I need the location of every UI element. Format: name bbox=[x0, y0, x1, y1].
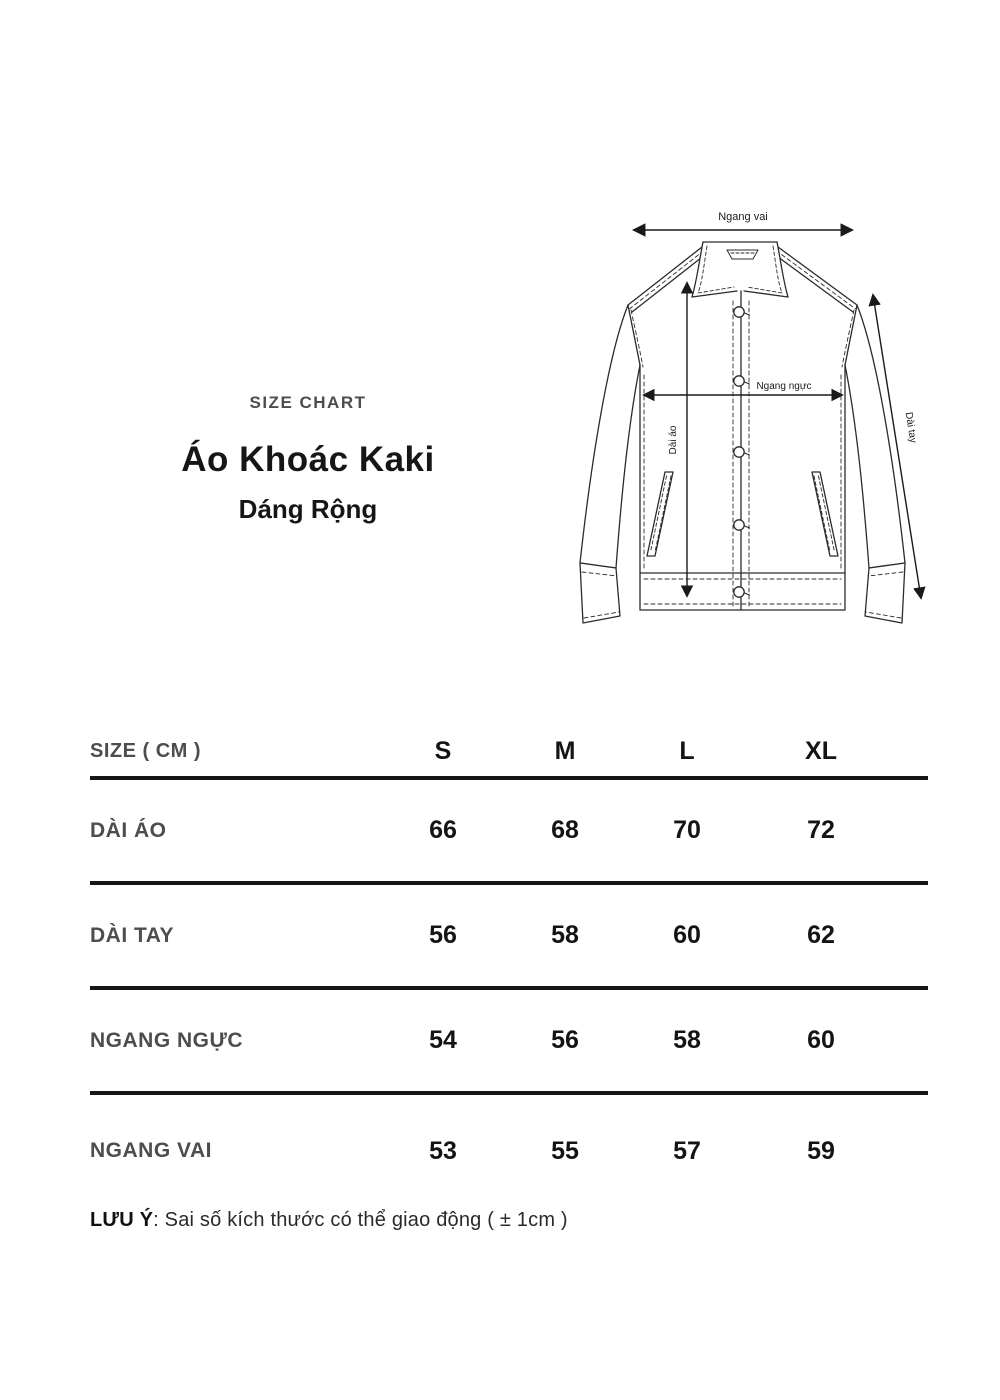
size-table bbox=[90, 726, 928, 1207]
table-row-sleeve-length bbox=[90, 885, 928, 990]
row-value: 56 bbox=[429, 921, 457, 949]
row-value: 60 bbox=[673, 921, 701, 949]
table-row-chest-width bbox=[90, 990, 928, 1095]
row-value: 55 bbox=[551, 1136, 579, 1165]
tolerance-note bbox=[90, 1209, 568, 1232]
note-prefix: LƯU Ý bbox=[90, 1209, 154, 1231]
row-value: 56 bbox=[551, 1026, 579, 1054]
buttons bbox=[734, 307, 750, 597]
jacket-outline bbox=[580, 242, 905, 623]
size-table-header-row bbox=[90, 726, 928, 780]
row-value: 62 bbox=[807, 921, 835, 949]
row-label: DÀI ÁO bbox=[90, 818, 167, 842]
body-length-arrow bbox=[668, 283, 687, 596]
row-value: 57 bbox=[673, 1136, 701, 1165]
left-sleeve bbox=[580, 305, 640, 623]
product-name: Áo Khoác Kaki bbox=[181, 440, 435, 479]
sleeve-length-label: Dài tay bbox=[902, 411, 919, 444]
collar bbox=[692, 242, 788, 297]
row-value: 60 bbox=[807, 1026, 835, 1054]
row-value: 53 bbox=[429, 1136, 457, 1165]
row-value: 54 bbox=[429, 1026, 457, 1054]
fit-style-name: Dáng Rộng bbox=[238, 494, 378, 524]
left-pocket bbox=[647, 472, 673, 556]
shoulder-width-arrow bbox=[634, 211, 852, 230]
table-row-body-length bbox=[90, 780, 928, 885]
jacket-body bbox=[631, 310, 854, 610]
row-label: NGANG VAI bbox=[90, 1139, 212, 1162]
table-row-shoulder-width bbox=[90, 1095, 928, 1207]
size-unit-header: SIZE ( CM ) bbox=[90, 739, 202, 762]
row-value: 68 bbox=[551, 816, 579, 844]
size-col-l: L bbox=[679, 736, 695, 765]
row-label: NGANG NGỰC bbox=[90, 1028, 244, 1052]
chest-width-label: Ngang ngực bbox=[756, 381, 812, 392]
title-block bbox=[150, 393, 466, 524]
right-pocket bbox=[812, 472, 838, 556]
size-col-xl: XL bbox=[805, 736, 837, 765]
right-sleeve bbox=[845, 305, 905, 623]
size-col-s: S bbox=[434, 736, 452, 765]
body-length-label: Dài áo bbox=[668, 425, 679, 455]
row-value: 70 bbox=[673, 816, 701, 844]
shoulder-seams bbox=[628, 247, 857, 312]
row-value: 58 bbox=[673, 1026, 701, 1054]
row-value: 66 bbox=[429, 816, 457, 844]
size-col-m: M bbox=[554, 736, 576, 765]
row-label: DÀI TAY bbox=[90, 923, 175, 947]
row-value: 59 bbox=[807, 1136, 835, 1165]
jacket-technical-drawing bbox=[570, 195, 960, 645]
note-text: : Sai số kích thước có thể giao động ( ± 1cm ) bbox=[153, 1209, 568, 1231]
row-value: 58 bbox=[551, 921, 579, 949]
size-chart-label: SIZE CHART bbox=[249, 393, 367, 412]
row-value: 72 bbox=[807, 816, 835, 844]
shoulder-width-label: Ngang vai bbox=[718, 211, 768, 223]
